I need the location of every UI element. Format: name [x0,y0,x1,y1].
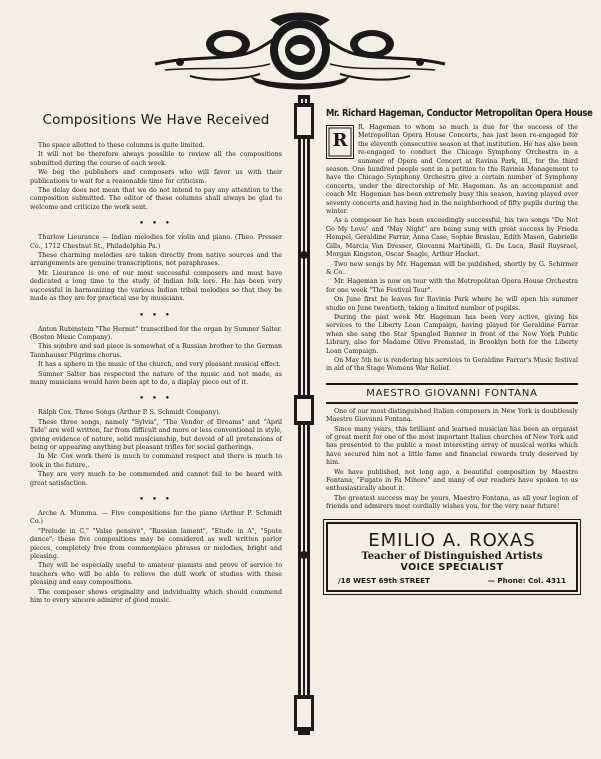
hageman-title: Mr. Richard Hageman, Conductor Metropolitan Opera House [326,108,593,119]
fontana-paragraph: We have published, not long ago, a beautiful composition by Maestro Fontana, "Fugato in Fa Minore" and many of our readers have spoken to us enthusiastically about it. [326,468,578,493]
fontana-paragraph: The greatest success may be yours, Maestro Fontana, as all your legion of friends and admirers most cordially wishes you, for the very near future! [326,494,578,511]
right-column [326,108,593,592]
intro-paragraph: The space allotted to these columns is quite limited. [38,142,205,149]
art-nouveau-header-ornament [150,6,450,98]
hageman-paragraph: On May 5th he is rendering his services to Geraldine Farrar's Music festival in aid of the Stage Womens War Relief. [326,356,578,373]
hageman-paragraph: Mr. Hageman is now on tour with the Metropolitan Opera House Orchestra for one week "The Festival Tour". [326,278,578,294]
hageman-paragraph: As a composer he has been exceedingly successful, his two songs "Do Not Go My Love" and "May Night" are being sung with great success by Frieda Hempel, Geraldine Farrar, Anna Case, Sophie Braslau, Edith Mason, Gabrielle Gills, Marcia Van Dresser, Giovanni Martinelli, G. De Luca, Basil Ruysrael, Morgan Kingston, Oscar Seagle, Arthur Hacket. [326,217,578,259]
review-paragraph: They are very much to be commended and cannot fail to be heard with great satisfaction. [30,471,282,487]
review-paragraph: This sombre and sad piece is somewhat of a Russian brother to the German Tannhauser Pilgrims chorus. [30,343,282,359]
ad-address: /18 WEST 69th STREET [338,575,430,585]
review-heading: Thurlow Lieurance — Indian melodies for violin and piano. (Theo. Presser Co., 1712 Chestnut St., Philadelphia Pa.) [30,234,282,250]
compositions-title: Compositions We Have Received [42,112,270,128]
section-separator: • • • [139,218,173,228]
section-separator: • • • [139,494,173,503]
ad-subtitle: Teacher of Distinguished Artists [361,550,543,562]
review-paragraph: In Mr. Cox work there is much to command respect and there is much to look in the future,. [30,453,282,469]
ad-contact-line [332,576,572,585]
review-heading: Anton Rubinstein "The Hermit" transcribed for the organ by Sumner Salter. (Boston Music Company). [30,325,282,341]
dropcap-ornament [326,125,354,159]
ad-role: VOICE SPECIALIST [400,561,504,573]
hageman-paragraph: On June first he leaves for Ravinia Park where he will open his summer studio on June twentieth, taking a limited number of pupilss. [326,296,578,312]
fontana-paragraph: Since many years, this brilliant and learned musician has been an organist of great merit for one of the most important Italian churches of New York and has presented to the public a most interesting array of musical works which have secured him not a little fame and financial rewards truly deserved by him. [326,425,578,467]
review-heading: Ralph Cox. Three Songs (Arthur P. S. Schmidt Company). [38,409,221,417]
ad-name: EMILIO A. ROXAS [368,529,536,551]
dropcap-letter: R [332,130,348,151]
section-separator: • • • [139,393,173,403]
review-heading: Arche A. Mumma. — Five compositions for the piano (Arthur P. Schmidt Co.) [30,510,282,526]
intro-paragraph: We beg the publishers and composers who will favor us with their publications to wait for a reasonable time for criticism. [30,169,282,185]
intro-paragraph: The delay does not mean that we do not intend to pay any attention to the composition submitted. The editor of these columns shall always be glad to welcome and criticize the work sent. [30,187,282,211]
hageman-paragraph: R. Hageman to whom so much is due for the success of the Metropolitan Opera House Concerts, has just been re-engaged for the eleventh consecutive season at that institution. He has also been re-engaged to conduct the Chicago Symphony Orchestra in a summer of Opera and Concert at Ravina Park, Ill., for the third season. One hundred people sent in a petition to the Ravinia Management to have the Chicago Symphony Orchestra give a certain number of Symphony concerts, under the directorship of Mr. Hageman. As an accompanist and coach Mr. Hageman has been extremely busy this season, having played over seventy concerts and having had in the neighborhood of fifty pupils during the winter. [326,124,578,216]
review-paragraph: Mr. Lieurance is one of our most successful composers and must have dedicated a long time to the study of Indian folk lore. He has been very successful in harmonizing the various Indian tribal melodies so that they be made as they are for practical use by musicians. [30,269,282,303]
hageman-article [326,124,578,216]
section-separator: • • • [139,309,173,319]
review-paragraph: Sumner Salter has respected the nature of the music and not made, as many musicians would have been apt to do, a display piece out of it. [30,370,282,386]
intro-paragraph: It will not be therefore always possible to review all the compositions submitted during the course of each week. [30,151,282,167]
review-paragraph: They will be especially useful to amateur pianists and prove of service to teachers who will be able to relieve the dull work of studies with these pleasing and easy compositions. [30,562,282,587]
review-paragraph: It has a sphere in the music of the church, and very pleasant musical effect. [38,361,281,369]
hageman-paragraph: Two new songs by Mr. Hageman will be published, shortly by G. Schirmer & Co.. [326,260,578,276]
fontana-title-box [326,383,578,404]
center-column-ornament [293,95,315,735]
fontana-paragraph: One of our most distinguished Italian composers in New York is doubtlessly Maestro Giovanni Fontana. [326,407,578,424]
roxas-advertisement [326,522,578,592]
review-paragraph: "Prelude in C," "Valse pensive", "Russian lament", "Etude in A", "Spute dance"; these five compositions may be considered as well written parlor pieces, completely free from commonplace phrases or melodies, bright and pleasing. [30,527,282,561]
review-paragraph: These charming melodies are taken directly from native sources and the arrangements are genuine transcriptions, not paraphrases. [30,252,282,268]
left-column [30,100,282,606]
ad-phone: — Phone: Col. 4311 [487,575,566,585]
review-paragraph: These three songs, namely "Sylvia", "The Vendor of Dreams" and "April Tide" are well written, far from difficult and more or less conventional in style, giving evidence of nature, solid musicianship, but devoid of all pretensions of being or appearing anything but pleasant trifles for social gatherings. [30,418,282,451]
fontana-title: MAESTRO GIOVANNI FONTANA [366,387,538,399]
hageman-paragraph: During the past week Mr. Hageman has been very active, giving his services to the Liberty Loan Campaign, having played for Geraldine Farrar when she sang the Star Spangled Banner in front of the New York Public Library, also for Madame Olive Fremstad, in Brooklyn both for the Liberty Loan Campaign. [326,313,578,355]
review-paragraph: The composer shows originality and indviduality which should commend him to every sincere admirer of good music. [30,588,282,605]
